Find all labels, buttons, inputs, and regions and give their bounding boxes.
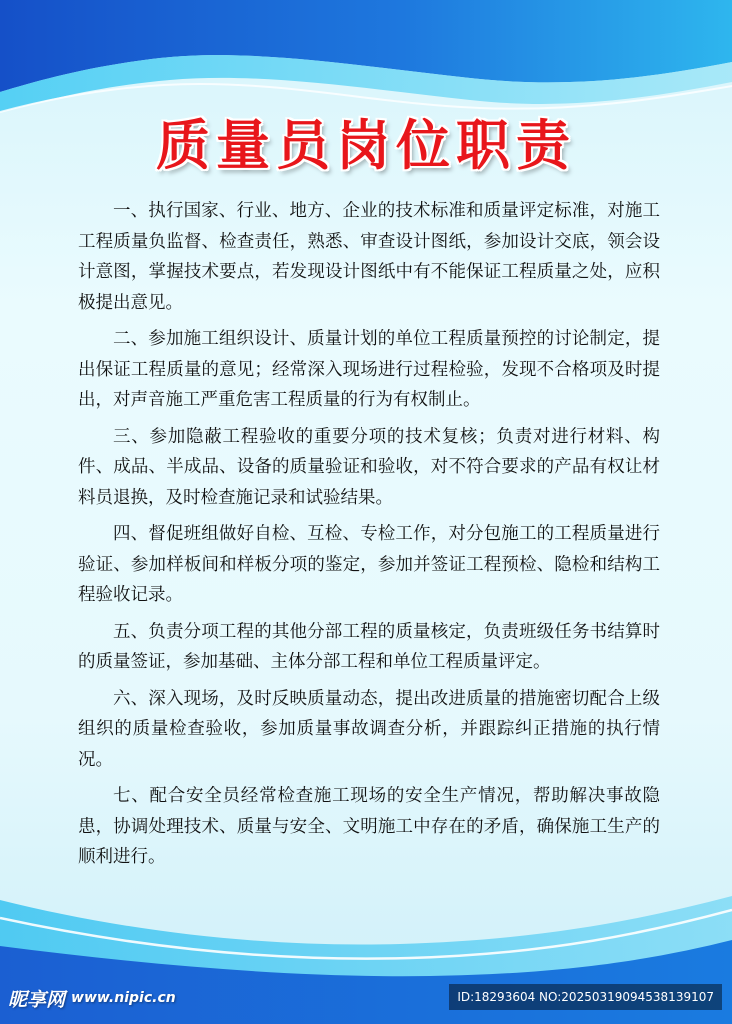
watermark-id: ID:18293604 NO:20250319094538139107 [449, 984, 722, 1010]
duty-paragraph-6: 六、深入现场，及时反映质量动态，提出改进质量的措施密切配合上级组织的质量检查验收，参加质量事故调查分析，并跟踪纠正措施的执行情况。 [78, 688, 660, 770]
watermark-url: www.nipic.cn [71, 990, 176, 1006]
duty-paragraph-3: 三、参加隐蔽工程验收的重要分项的技术复核；负责对进行材料、构件、成品、半成品、设备的质量验证和验收，对不符合要求的产品有权让材料员退换，及时检查施记录和试验结果。 [78, 426, 660, 508]
duty-paragraph-4: 四、督促班组做好自检、互检、专检工作，对分包施工的工程质量进行验证、参加样板间和样板分项的鉴定，参加并签证工程预检、隐检和结构工程验收记录。 [78, 524, 660, 605]
watermark-logo [8, 984, 176, 1012]
duty-list [78, 196, 660, 879]
duty-paragraph-7: 七、配合安全员经常检查施工现场的安全生产情况，帮助解决事故隐患，协调处理技术、质量与安全、文明施工中存在的矛盾，确保施工生产的顺利进行。 [78, 786, 660, 867]
duty-paragraph-2: 二、参加施工组织设计、质量计划的单位工程质量预控的讨论制定，提出保证工程质量的意见；经常深入现场进行过程检验，发现不合格项及时提出，对声音施工严重危害工程质量的行为有权制止。 [78, 329, 660, 410]
duty-paragraph-5: 五、负责分项工程的其他分部工程的质量核定，负责班级任务书结算时的质量签证，参加基础、主体分部工程和单位工程质量评定。 [78, 621, 660, 672]
poster-title: 质量员岗位职责 [156, 114, 576, 177]
duty-paragraph-1: 一、执行国家、行业、地方、企业的技术标准和质量评定标准，对施工工程质量负监督、检查责任，熟悉、审查设计图纸，参加设计交底，领会设计意图，掌握技术要点，若发现设计图纸中有不能保证工程质量之处，应积极提出意见。 [78, 201, 660, 313]
watermark-brand: 昵享网 [8, 988, 66, 1011]
